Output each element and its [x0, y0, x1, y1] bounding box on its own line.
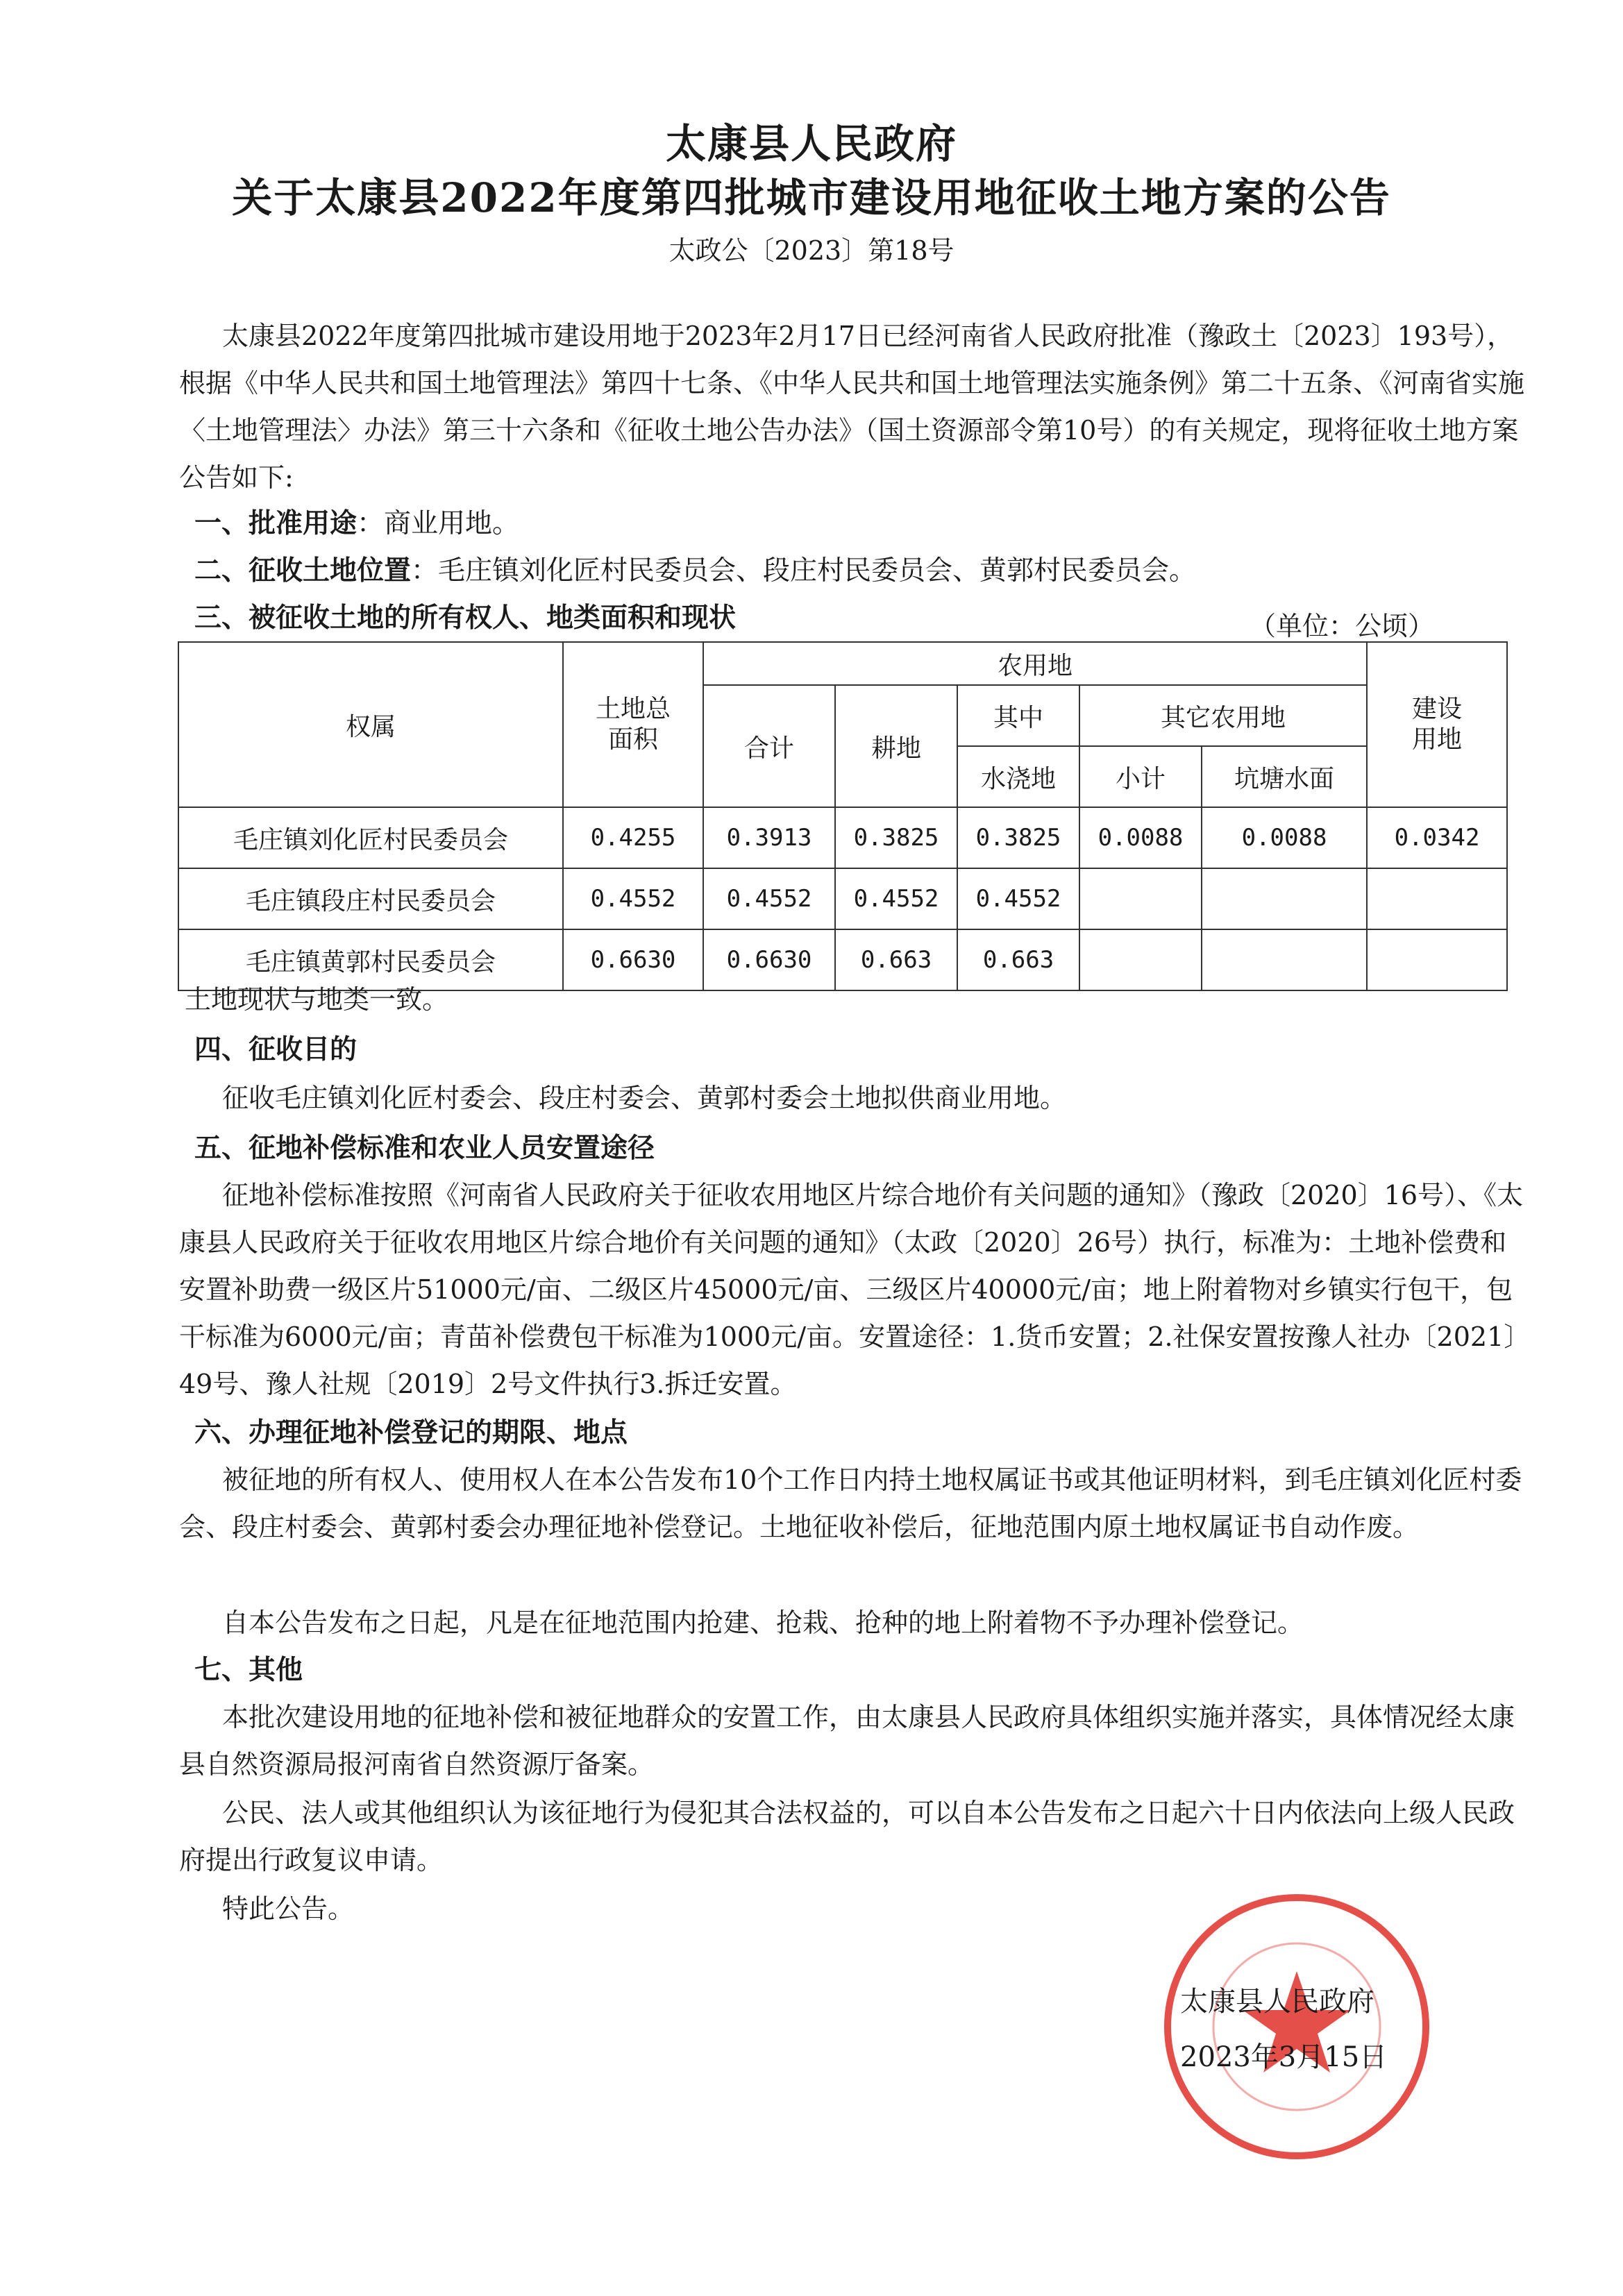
table-row — [178, 807, 1507, 868]
cell-arable: 0.3825 — [835, 807, 957, 868]
section1 — [194, 500, 519, 548]
cell-owner: 毛庄镇黄郭村民委员会 — [178, 929, 563, 990]
header-construction: 建设用地 — [1367, 642, 1507, 807]
cell-irrigated: 0.4552 — [957, 868, 1079, 929]
section5-paragraph — [179, 1172, 1526, 1408]
cell-pond — [1202, 868, 1367, 929]
section2-text: ：毛庄镇刘化匠村民委员会、段庄村民委员会、黄郭村民委员会。 — [411, 555, 1197, 586]
header-arable: 耕地 — [835, 685, 957, 807]
cell-total: 0.4255 — [563, 807, 703, 868]
cell-arable: 0.663 — [835, 929, 957, 990]
official-seal — [1158, 1888, 1436, 2166]
cell-irrigated: 0.663 — [957, 929, 1079, 990]
header-agri: 农用地 — [703, 642, 1367, 685]
cell-owner: 毛庄镇刘化匠村民委员会 — [178, 807, 563, 868]
header-other-subtotal: 小计 — [1079, 746, 1202, 807]
section3-heading: 三、被征收土地的所有权人、地类面积和现状 — [194, 602, 737, 634]
header-of-which: 其中 — [957, 685, 1079, 746]
signature-org: 太康县人民政府 — [1180, 1986, 1374, 2018]
header-owner: 权属 — [178, 642, 563, 807]
section7-paragraph1 — [179, 1694, 1526, 1788]
header-other-agri: 其它农用地 — [1079, 685, 1367, 746]
cell-construction — [1367, 868, 1507, 929]
page-title-line2: 关于太康县2022年度第四批城市建设用地征收土地方案的公告 — [232, 174, 1391, 221]
cell-subtotal: 0.6630 — [703, 929, 835, 990]
section4-heading: 四、征收目的 — [194, 1033, 358, 1065]
table-row — [178, 868, 1507, 929]
header-subtotal: 合计 — [703, 685, 835, 807]
land-table — [178, 641, 1508, 991]
section7-text1: 本批次建设用地的征地补偿和被征地群众的安置工作，由太康县人民政府具体组织实施并落实，具体情况经太康县自然资源局报河南省自然资源厅备案。 — [179, 1702, 1515, 1780]
section6-text2: 自本公告发布之日起，凡是在征地范围内抢建、抢栽、抢种的地上附着物不予办理补偿登记。 — [222, 1607, 1304, 1638]
cell-irrigated: 0.3825 — [957, 807, 1079, 868]
section6-paragraph2 — [179, 1599, 1526, 1646]
section6-heading: 六、办理征地补偿登记的期限、地点 — [194, 1417, 628, 1449]
section5-heading: 五、征地补偿标准和农业人员安置途径 — [194, 1132, 655, 1164]
cell-other-subtotal — [1079, 868, 1202, 929]
cell-arable: 0.4552 — [835, 868, 957, 929]
page-title-line1: 太康县人民政府 — [665, 120, 957, 167]
cell-subtotal: 0.4552 — [703, 868, 835, 929]
section2 — [194, 547, 1196, 595]
header-irrigated: 水浇地 — [957, 746, 1079, 807]
section7-text2: 公民、法人或其他组织认为该征地行为侵犯其合法权益的，可以自本公告发布之日起六十日内依法向上级人民政府提出行政复议申请。 — [179, 1798, 1515, 1875]
section1-text: ：商业用地。 — [357, 508, 520, 539]
unit-label: （单位：公顷） — [1250, 611, 1435, 641]
section4-paragraph — [179, 1074, 1526, 1122]
cell-subtotal: 0.3913 — [703, 807, 835, 868]
header-total: 土地总面积 — [563, 642, 703, 807]
status-note: 土地现状与地类一致。 — [185, 984, 449, 1015]
cell-construction: 0.0342 — [1367, 807, 1507, 868]
cell-total: 0.6630 — [563, 929, 703, 990]
closing-text: 特此公告。 — [222, 1893, 355, 1924]
section7-paragraph2 — [179, 1789, 1526, 1884]
section4-text: 征收毛庄镇刘化匠村委会、段庄村委会、黄郭村委会土地拟供商业用地。 — [222, 1083, 1067, 1113]
intro-text: 太康县2022年度第四批城市建设用地于2023年2月17日已经河南省人民政府批准（豫政土〔2023〕193号），根据《中华人民共和国土地管理法》第四十七条、《中华人民共和国土地管理法实施条例》第二十五条、《河南省实施〈土地管理法〉办法》第三十六条和《征收土地公告办法》（国土资源部令第10号）的有关规定，现将征收土地方案公告如下: — [179, 321, 1525, 493]
cell-total: 0.4552 — [563, 868, 703, 929]
section1-heading: 一、批准用途 — [194, 507, 358, 539]
section7-heading: 七、其他 — [194, 1654, 303, 1686]
cell-pond: 0.0088 — [1202, 807, 1367, 868]
section6-text1: 被征地的所有权人、使用权人在本公告发布10个工作日内持土地权属证书或其他证明材料，到毛庄镇刘化匠村委会、段庄村委会、黄郭村委会办理征地补偿登记。土地征收补偿后，征地范围内原土地权属证书自动作废。 — [179, 1464, 1522, 1542]
document-number: 太政公〔2023〕第18号 — [668, 235, 955, 266]
section6-paragraph1 — [179, 1456, 1526, 1551]
section2-heading: 二、征收土地位置 — [194, 555, 412, 586]
section5-text: 征地补偿标准按照《河南省人民政府关于征收农用地区片综合地价有关问题的通知》（豫政〔2020〕16号）、《太康县人民政府关于征收农用地区片综合地价有关问题的通知》（太政〔2020〕26号）执行，标准为：土地补偿费和安置补助费一级区片51000元/亩、二级区片45000元/亩、三级区片40000元/亩；地上附着物对乡镇实行包干，包干标准为6000元/亩；青苗补偿费包干标准为1000元/亩。安置途径：1.货币安置；2.社保安置按豫人社办〔2021〕49号、豫人社规〔2019〕2号文件执行3.拆迁安置。 — [179, 1180, 1524, 1399]
cell-other-subtotal: 0.0088 — [1079, 807, 1202, 868]
cell-owner: 毛庄镇段庄村民委员会 — [178, 868, 563, 929]
header-pond: 坑塘水面 — [1202, 746, 1367, 807]
signature-date: 2023年3月15日 — [1180, 2041, 1388, 2073]
intro-paragraph — [179, 312, 1526, 501]
